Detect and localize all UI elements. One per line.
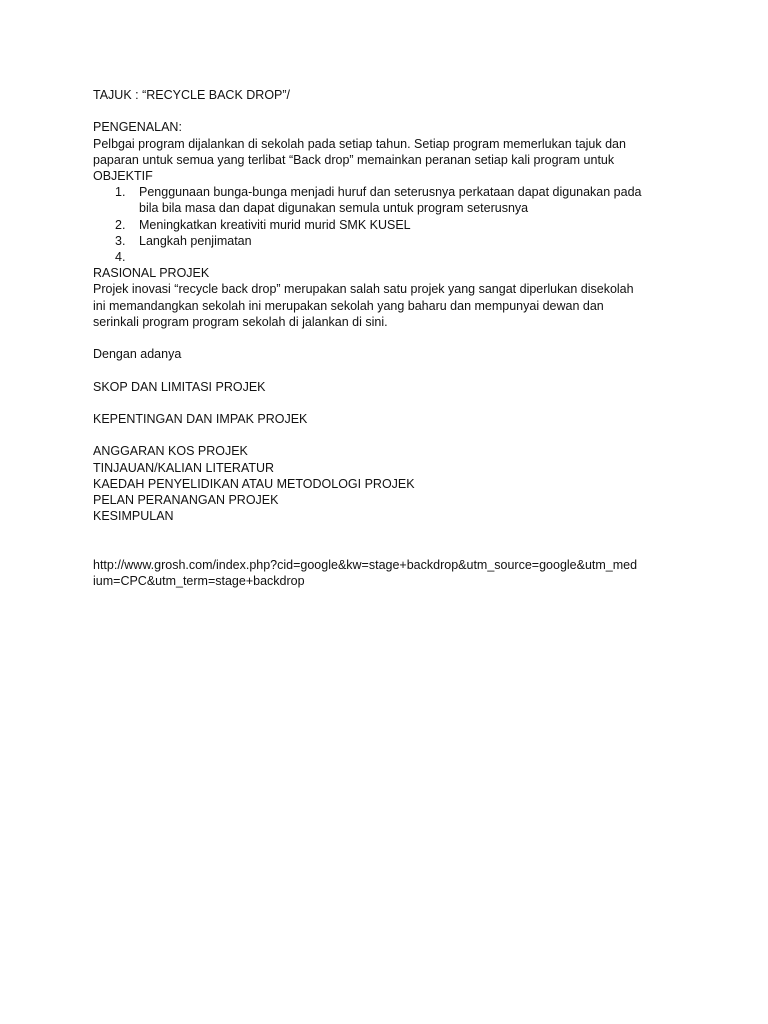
reference-url-line: http://www.grosh.com/index.php?cid=google&kw=stage+backdrop&utm_source=google&utm_med [93, 557, 638, 572]
rasional-heading: RASIONAL PROJEK [93, 266, 210, 281]
objektif-item-line: Meningkatkan kreativiti murid murid SMK KUSEL [139, 217, 411, 232]
spacer [93, 395, 693, 411]
section-heading: TINJAUAN/KALIAN LITERATUR [93, 460, 275, 475]
pengenalan-line: paparan untuk semua yang terlibat “Back drop” memainkan peranan setiap kali program untuk [93, 152, 615, 167]
section-heading: ANGGARAN KOS PROJEK [93, 444, 248, 459]
objektif-item-line: Penggunaan bunga-bunga menjadi huruf dan seterusnya perkataan dapat digunakan pada [139, 185, 642, 200]
objektif-item-number: 1. [115, 185, 126, 200]
kepentingan-heading: KEPENTINGAN DAN IMPAK PROJEK [93, 411, 308, 426]
objektif-item-text [139, 184, 693, 216]
rasional-line: serinkali program program sekolah di jalankan di sini. [93, 314, 388, 329]
document-title: TAJUK : “RECYCLE BACK DROP”/ [93, 88, 291, 102]
objektif-item-number: 4. [115, 250, 126, 265]
rasional-line: ini memandangkan sekolah ini merupakan sekolah yang baharu dan mempunyai dewan dan [93, 298, 604, 313]
objektif-item [93, 217, 693, 233]
spacer [93, 103, 693, 119]
section-heading: PELAN PERANANGAN PROJEK [93, 492, 279, 507]
section-heading: KAEDAH PENYELIDIKAN ATAU METODOLOGI PROJEK [93, 476, 415, 491]
rasional-line: Projek inovasi “recycle back drop” merupakan salah satu projek yang sangat diperlukan disekolah [93, 282, 634, 297]
skop-heading: SKOP DAN LIMITASI PROJEK [93, 379, 266, 394]
reference-url [93, 557, 693, 589]
pengenalan-heading: PENGENALAN: [93, 120, 182, 135]
objektif-item-line: Langkah penjimatan [139, 233, 252, 248]
objektif-heading: OBJEKTIF [93, 169, 153, 183]
objektif-item-number: 3. [115, 233, 126, 248]
objektif-item [93, 184, 693, 216]
objektif-item-line: bila bila masa dan dapat digunakan semula untuk program seterusnya [139, 201, 529, 216]
spacer [93, 330, 693, 346]
document-body [93, 87, 693, 589]
section-heading: KESIMPULAN [93, 509, 174, 524]
objektif-item-number: 2. [115, 217, 126, 232]
spacer [93, 427, 693, 443]
objektif-item-text [139, 217, 693, 233]
spacer [93, 249, 693, 265]
reference-url-line: ium=CPC&utm_term=stage+backdrop [93, 573, 305, 588]
pengenalan-line: Pelbgai program dijalankan di sekolah pada setiap tahun. Setiap program memerlukan tajuk dan [93, 136, 626, 151]
objektif-item-text [139, 233, 693, 249]
objektif-item [93, 233, 693, 249]
spacer [93, 524, 693, 540]
spacer [93, 541, 693, 557]
objektif-list [93, 184, 693, 265]
dengan-adanya-text: Dengan adanya [93, 347, 182, 362]
spacer [93, 362, 693, 378]
